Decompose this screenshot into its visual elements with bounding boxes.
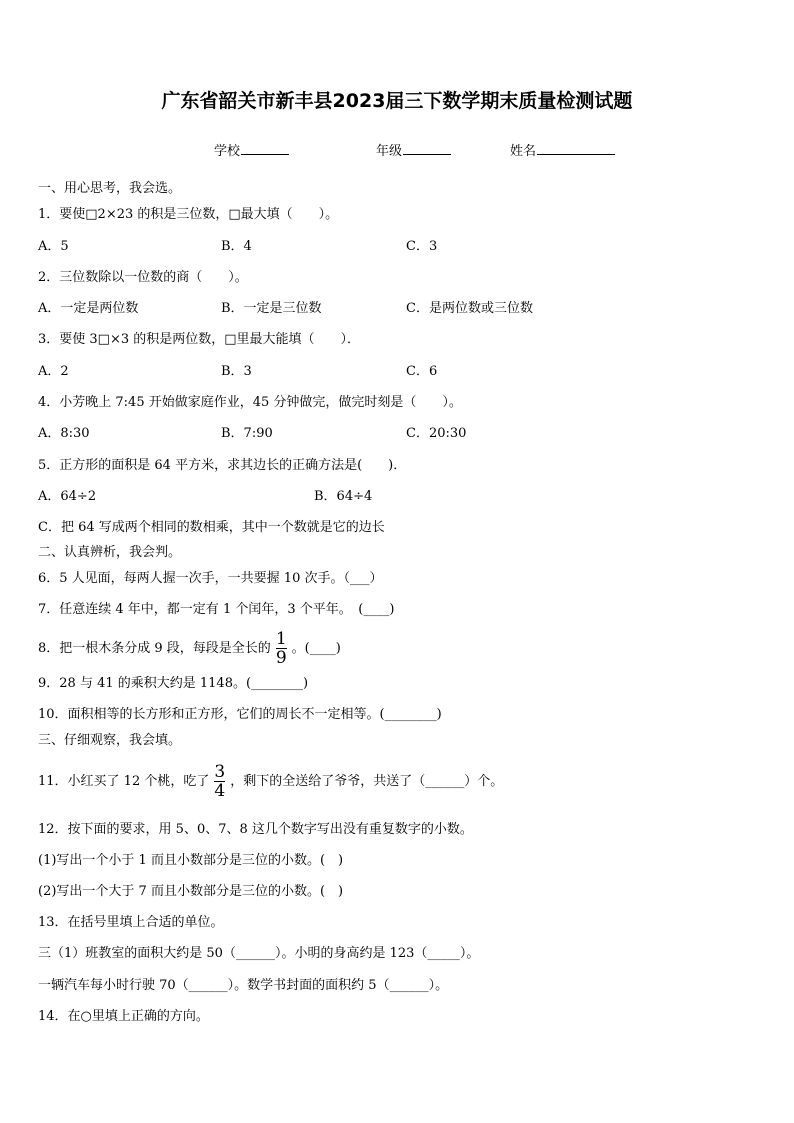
question-11-stem (38, 763, 503, 801)
question-7-stem: 7．任意连续 4 年中，都一定有 1 个闰年，3 个平年。 (____) (38, 602, 395, 617)
question-3-option-a: A．2 (38, 364, 69, 379)
question-3-option-b: B．3 (221, 364, 252, 379)
section-heading-judge: 二、认真辨析，我会判。 (38, 545, 182, 560)
question-2-option-c: C．是两位数或三位数 (406, 301, 533, 316)
question-12-part-2: (2)写出一个大于 7 而且小数部分是三位的小数。( ) (38, 884, 344, 899)
question-1-option-a: A．5 (38, 239, 69, 254)
question-8-text-b: 。(____) (291, 641, 341, 656)
question-1-option-c: C．3 (406, 239, 438, 254)
page-title: 广东省韶关市新丰县2023届三下数学期末质量检测试题 (161, 90, 633, 112)
name-field (510, 140, 615, 159)
question-8-text-a: 8．把一根木条分成 9 段，每段是全长的 (38, 641, 271, 656)
fraction-numerator: 3 (214, 762, 226, 782)
question-4-option-b: B．7:90 (221, 426, 273, 441)
question-9-stem: 9．28 与 41 的乘积大约是 1148。(________) (38, 676, 309, 691)
grade-label: 年级 (376, 144, 403, 159)
name-blank (537, 142, 615, 155)
question-8-stem (38, 630, 341, 667)
question-13-line-1: 三（1）班教室的面积大约是 50（______）。小明的身高约是 123（_____）。 (38, 946, 480, 961)
fraction-one-ninth (274, 630, 289, 667)
question-14-stem: 14．在○里填上正确的方向。 (38, 1009, 209, 1024)
fraction-numerator: 1 (275, 629, 287, 649)
question-13-stem: 13．在括号里填上合适的单位。 (38, 915, 224, 930)
question-6-stem: 6．5 人见面，每两人握一次手，一共要握 10 次手。（___） (38, 571, 383, 586)
question-2-option-a: A．一定是两位数 (38, 301, 139, 316)
school-blank (241, 142, 289, 155)
question-13-line-2: 一辆汽车每小时行驶 70（______）。数学书封面的面积约 5（______）。 (38, 978, 449, 993)
question-10-stem: 10．面积相等的长方形和正方形，它们的周长不一定相等。(________) (38, 707, 442, 722)
school-label: 学校 (214, 144, 241, 159)
question-1-option-b: B．4 (221, 239, 252, 254)
question-11-text-a: 11．小红买了 12 个桃，吃了 (38, 774, 210, 789)
question-12-part-1: (1)写出一个小于 1 而且小数部分是三位的小数。( ) (38, 853, 344, 868)
question-4-option-a: A．8:30 (38, 426, 90, 441)
question-5-option-b: B．64÷4 (314, 489, 373, 504)
question-5-stem: 5．正方形的面积是 64 平方米，求其边长的正确方法是( )． (38, 458, 407, 473)
grade-blank (403, 142, 451, 155)
section-heading-fill: 三、仔细观察，我会填。 (38, 733, 182, 748)
question-1-stem: 1．要使□2×23 的积是三位数，□最大填（ ）。 (38, 207, 339, 222)
question-5-option-a: A．64÷2 (38, 489, 97, 504)
question-2-option-b: B．一定是三位数 (221, 301, 322, 316)
question-3-stem: 3．要使 3□×3 的积是两位数，□里最大能填（ ）． (38, 332, 361, 347)
section-heading-choice: 一、用心思考，我会选。 (38, 181, 182, 196)
question-4-stem: 4．小芳晚上 7:45 开始做家庭作业，45 分钟做完，做完时刻是（ ）。 (38, 395, 462, 410)
question-4-option-c: C．20:30 (406, 426, 467, 441)
question-2-stem: 2．三位数除以一位数的商（ ）。 (38, 270, 248, 285)
fraction-denominator: 9 (275, 648, 287, 668)
fraction-three-quarters (212, 763, 227, 800)
grade-field (376, 140, 451, 159)
name-label: 姓名 (510, 144, 537, 159)
question-12-stem: 12．按下面的要求，用 5、0、7、8 这几个数字写出没有重复数字的小数。 (38, 822, 473, 837)
fraction-denominator: 4 (214, 781, 226, 801)
question-5-option-c: C．把 64 写成两个相同的数相乘，其中一个数就是它的边长 (38, 520, 385, 535)
school-field (214, 140, 289, 159)
question-3-option-c: C．6 (406, 364, 438, 379)
question-11-text-b: ，剩下的全送给了爷爷，共送了（______）个。 (230, 774, 504, 789)
